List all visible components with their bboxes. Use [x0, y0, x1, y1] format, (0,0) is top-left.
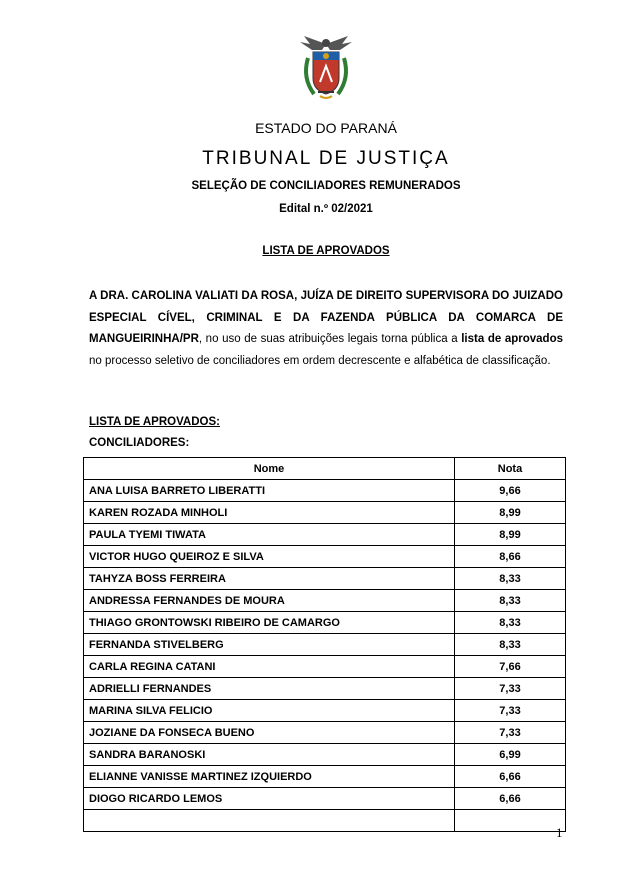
state-name: ESTADO DO PARANÁ [255, 120, 397, 136]
candidate-grade: 8,33 [455, 568, 566, 590]
candidate-grade: 6,66 [455, 788, 566, 810]
candidate-grade: 8,66 [455, 546, 566, 568]
candidate-name: VICTOR HUGO QUEIROZ E SILVA [84, 546, 455, 568]
intro-text-2: no processo seletivo de conciliadores em ordem decrescente e alfabética de classificação. [89, 354, 551, 367]
candidate-name: PAULA TYEMI TIWATA [84, 524, 455, 546]
table-row [84, 788, 566, 810]
candidate-grade: 8,33 [455, 634, 566, 656]
intro-bold-2: lista de aprovados [461, 333, 563, 345]
candidate-grade: 8,33 [455, 612, 566, 634]
section-subtitle: CONCILIADORES: [89, 437, 190, 449]
candidate-name: ELIANNE VANISSE MARTINEZ IZQUIERDO [84, 766, 455, 788]
table-row [84, 590, 566, 612]
selection-title: SELEÇÃO DE CONCILIADORES REMUNERADOS [191, 180, 461, 192]
table-row [84, 656, 566, 678]
table-row [84, 524, 566, 546]
candidate-name: MARINA SILVA FELICIO [84, 700, 455, 722]
candidate-grade: 8,33 [455, 590, 566, 612]
table-row [84, 744, 566, 766]
empty-cell [455, 810, 566, 832]
section-title: LISTA DE APROVADOS: [89, 416, 220, 428]
candidate-name: KAREN ROZADA MINHOLI [84, 502, 455, 524]
table-row [84, 546, 566, 568]
candidate-name: DIOGO RICARDO LEMOS [84, 788, 455, 810]
candidate-grade: 7,33 [455, 678, 566, 700]
table-row [84, 766, 566, 788]
candidate-grade: 7,33 [455, 722, 566, 744]
document-title: LISTA DE APROVADOS [262, 245, 390, 257]
table-row [84, 480, 566, 502]
table-row [84, 678, 566, 700]
table-row [84, 568, 566, 590]
court-name: TRIBUNAL DE JUSTIÇA [202, 148, 450, 169]
candidate-grade: 8,99 [455, 502, 566, 524]
table-row [84, 502, 566, 524]
candidate-name: JOZIANE DA FONSECA BUENO [84, 722, 455, 744]
candidate-name: ADRIELLI FERNANDES [84, 678, 455, 700]
candidate-name: THIAGO GRONTOWSKI RIBEIRO DE CAMARGO [84, 612, 455, 634]
candidate-grade: 9,66 [455, 480, 566, 502]
edital-number: Edital n.º 02/2021 [279, 203, 373, 215]
candidate-grade: 8,99 [455, 524, 566, 546]
parana-coat-of-arms-icon [296, 34, 356, 102]
header-name: Nome [84, 458, 455, 480]
candidate-name: ANDRESSA FERNANDES DE MOURA [84, 590, 455, 612]
empty-cell [84, 810, 455, 832]
approved-table [83, 457, 566, 832]
table-row [84, 722, 566, 744]
candidate-grade: 7,33 [455, 700, 566, 722]
candidate-name: FERNANDA STIVELBERG [84, 634, 455, 656]
table-row [84, 612, 566, 634]
table-row [84, 634, 566, 656]
candidate-grade: 7,66 [455, 656, 566, 678]
candidate-name: ANA LUISA BARRETO LIBERATTI [84, 480, 455, 502]
table-row [84, 700, 566, 722]
intro-bold-part: A DRA. CAROLINA VALIATI DA ROSA, JUÍZA DE DIREITO SUPERVISORA DO JUIZADO ESPECIAL CÍVEL, CRIMINAL E DA FAZENDA PÚBLICA DA COMARCA DE MANGUEIRINHA/PR [89, 290, 563, 345]
table-header-row [84, 458, 566, 480]
intro-paragraph [89, 286, 563, 372]
table-row [84, 810, 566, 832]
candidate-name: CARLA REGINA CATANI [84, 656, 455, 678]
intro-text-1: , no uso de suas atribuições legais torna pública a [198, 333, 462, 345]
page-number: 1 [556, 825, 563, 840]
candidate-name: TAHYZA BOSS FERREIRA [84, 568, 455, 590]
candidate-name: SANDRA BARANOSKI [84, 744, 455, 766]
header-grade: Nota [455, 458, 566, 480]
candidate-grade: 6,66 [455, 766, 566, 788]
candidate-grade: 6,99 [455, 744, 566, 766]
